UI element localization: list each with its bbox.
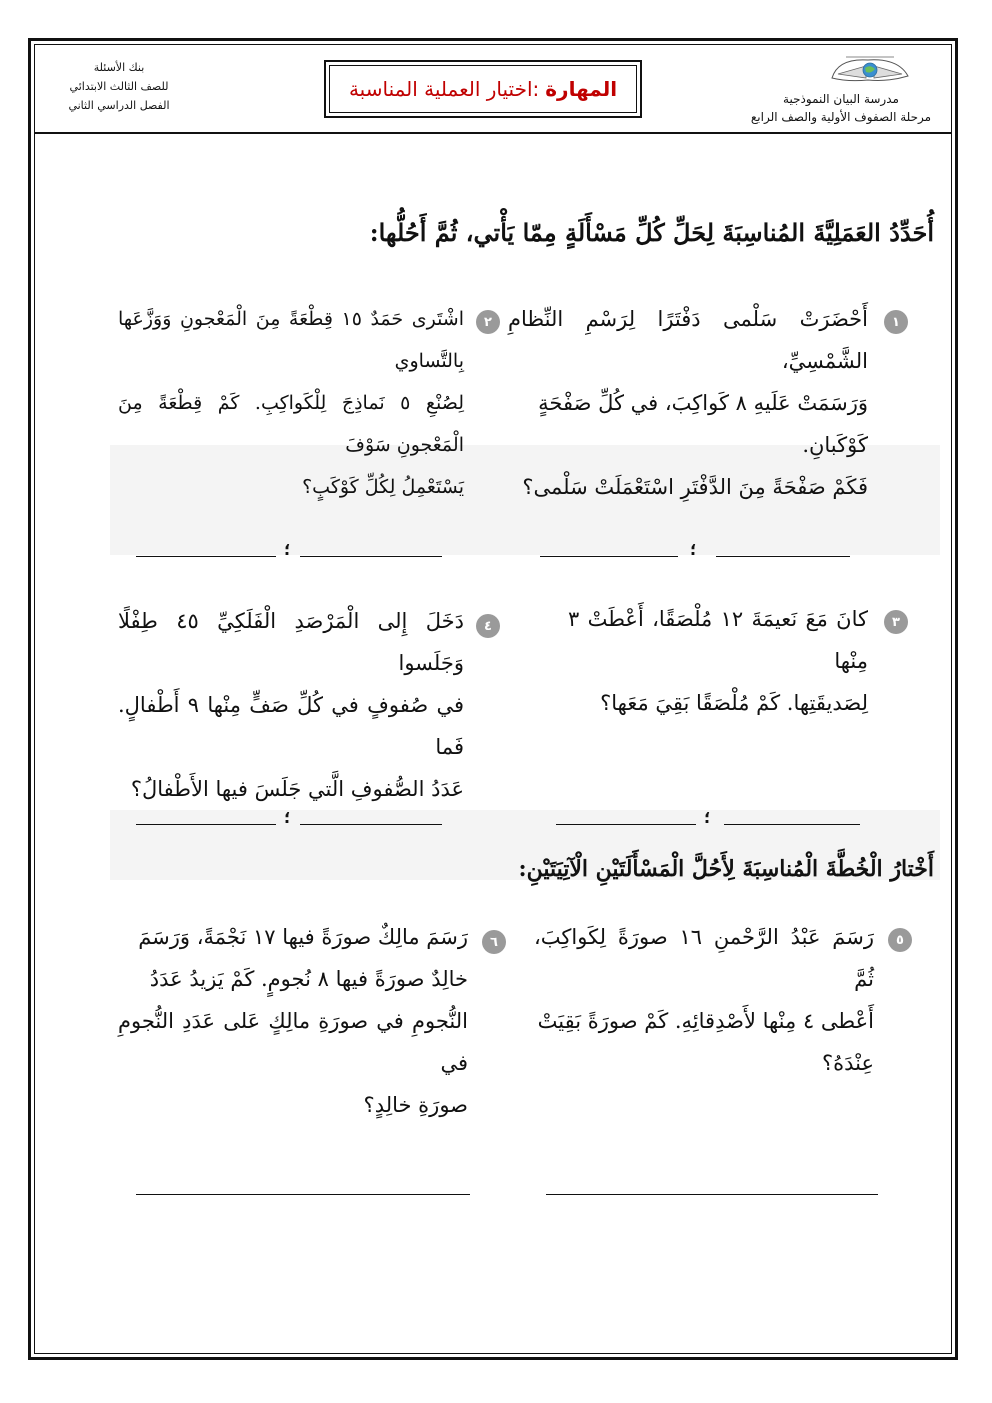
school-stage: مرحلة الصفوف الأولية والصف الرابع: [750, 110, 932, 124]
problem-number-badge: ٢: [476, 310, 500, 334]
answer-line[interactable]: [556, 824, 696, 826]
header-divider: [34, 132, 952, 134]
problem-line: كَوْكَبانِ.: [802, 433, 868, 457]
section2-instruction: أَخْتارُ الْخُطَّةَ الْمُناسِبَةَ لِأَحُلَّ الْمَسْأَلَتَيْنِ الْآتِيَتَيْنِ:: [518, 856, 934, 882]
problem-line: دَخَلَ إِلى الْمَرْصَدِ الْفَلَكِيِّ ٤٥ طِفْلًا وَجَلَسوا: [118, 609, 464, 675]
problem-line: كانَ مَعَ نَعيمَةَ ١٢ مُلْصَقًا، أَعْطَتْ ٣ مِنْها: [568, 607, 868, 673]
problem-number-badge: ٣: [884, 610, 908, 634]
problem-line: عِنْدَهُ؟: [821, 1051, 874, 1075]
answer-line[interactable]: [136, 1194, 470, 1196]
problem-6: [118, 916, 468, 1126]
problem-line: فَكَمْ صَفْحَةً مِنَ الدَّفْتَرِ اسْتَعْمَلَتْ سَلْمى؟: [522, 475, 868, 499]
problem-3: [568, 598, 868, 724]
problem-2: [118, 298, 464, 508]
problem-1: [508, 298, 868, 508]
answer-line[interactable]: [716, 556, 850, 558]
answer-line[interactable]: [540, 556, 678, 558]
section1-instruction: أُحَدِّدُ العَمَلِيَّةَ المُناسِبَةَ لِحَلِّ كُلِّ مَسْأَلَةٍ مِمّا يَأْتي، ثُمَّ أَحُلُّها:: [369, 218, 934, 247]
answer-separator: ؛: [284, 540, 291, 559]
header-left-line-3: الفصل الدراسي الثاني: [68, 99, 170, 112]
problem-line: النُّجومِ في صورَةِ مالِكٍ عَلى عَدَدِ النُّجومِ في: [118, 1009, 468, 1075]
answer-line[interactable]: [300, 824, 442, 826]
answer-separator: ؛: [704, 808, 711, 827]
answer-separator: ؛: [690, 540, 697, 559]
problem-line: أَحْضَرَتْ سَلْمى دَفْتَرًا لِرَسْمِ النِّظامِ الشَّمْسِيِّ،: [508, 307, 868, 373]
problem-line: يَسْتَعْمِلُ لِكُلِّ كَوْكَبٍ؟: [302, 476, 464, 498]
answer-line[interactable]: [724, 824, 860, 826]
problem-line: خالِدٌ صورَةً فيها ٨ نُجومٍ. كَمْ يَزيدُ عَدَدُ: [149, 967, 468, 991]
school-logo-icon: [828, 52, 912, 88]
problem-line: صورَةِ خالِدٍ؟: [363, 1093, 468, 1117]
header-left-line-2: للصف الثالث الابتدائي: [69, 80, 169, 93]
problem-number-badge: ٦: [482, 930, 506, 954]
problem-line: عَدَدُ الصُّفوفِ الَّتي جَلَسَ فيها الأَطْفالُ؟: [130, 777, 464, 801]
problem-line: لِصَديقَتِها. كَمْ مُلْصَقًا بَقِيَ مَعَها؟: [600, 691, 868, 715]
skill-value: :اختيار العملية المناسبة: [348, 77, 540, 101]
skill-title-box: [324, 60, 642, 118]
answer-line[interactable]: [136, 824, 276, 826]
header-right-block: [726, 90, 956, 126]
skill-label: المهارة: [545, 77, 618, 101]
answer-line[interactable]: [136, 556, 276, 558]
school-name: مدرسة البيان النموذجية: [783, 92, 899, 106]
header-left-block: [44, 58, 194, 115]
problem-line: في صُفوفٍ في كُلِّ صَفٍّ مِنْها ٩ أَطْفالٍ. فَما: [118, 693, 464, 759]
header-left-line-1: بنك الأسئلة: [93, 61, 145, 74]
problem-line: وَرَسَمَتْ عَلَيهِ ٨ كَواكِبَ، في كُلِّ صَفْحَةٍ: [538, 391, 868, 415]
problem-line: رَسَمَ عَبْدُ الرَّحْمنِ ١٦ صورَةً لِكَواكِبَ، ثُمَّ: [534, 925, 874, 991]
answer-line[interactable]: [546, 1194, 878, 1196]
problem-number-badge: ٥: [888, 928, 912, 952]
problem-number-badge: ٤: [476, 614, 500, 638]
problem-5: [534, 916, 874, 1084]
problem-line: رَسَمَ مالِكٌ صورَةً فيها ١٧ نَجْمَةً، وَرَسَمَ: [138, 925, 468, 949]
problem-number-badge: ١: [884, 310, 908, 334]
problem-line: اشْتَرى حَمَدٌ ١٥ قِطْعَةً مِنَ الْمَعْجونِ وَوَزَّعَها بِالتَّساوي: [118, 308, 464, 372]
answer-separator: ؛: [284, 808, 291, 827]
problem-line: لِصُنْعِ ٥ نَماذِجَ لِلْكَواكِبِ. كَمْ قِطْعَةً مِنَ الْمَعْجونِ سَوْفَ: [118, 392, 464, 456]
problem-4: [118, 600, 464, 810]
problem-line: أَعْطى ٤ مِنْها لأَصْدِقائِهِ. كَمْ صورَةً بَقِيَتْ: [537, 1009, 874, 1033]
answer-line[interactable]: [300, 556, 442, 558]
